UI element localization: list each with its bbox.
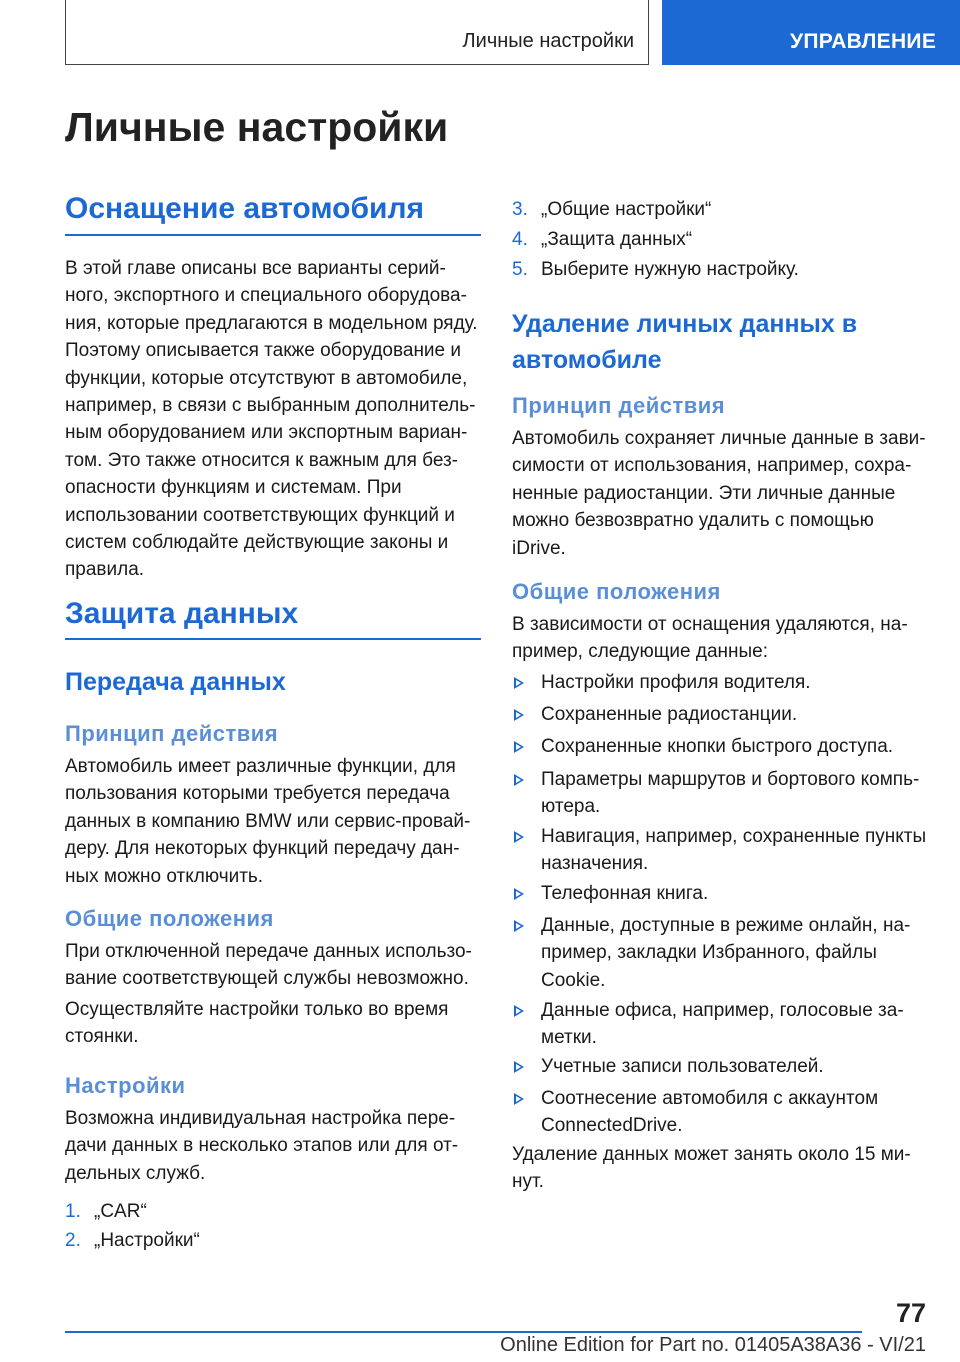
header-section-box: [65, 0, 649, 65]
step-text: „Общие настройки“: [541, 199, 712, 220]
step-number: 4.: [512, 229, 528, 250]
bullet-text: Сохраненные радиостанции.: [541, 704, 798, 725]
settings-paragraph: Возможна индивидуальная настройка пере- дачи данных в несколько этапов или для от- дельных служб.: [65, 1108, 459, 1184]
header-chapter-title: УПРАВЛЕНИЕ: [790, 30, 937, 53]
bullet-text: Соотнесение автомобиля с аккаунтом ConnectedDrive.: [541, 1088, 879, 1137]
equipment-paragraph: В этой главе описаны все варианты серий- ного, экспортного и специального оборудова- ния, которые предлагаются в модельном ряду. Поэтому описывается также оборудование и функции, которые отсутствуют в автомобиле, например, в связи с выбранным дополнитель- ным оборудованием или экспортным вариан- том. Это также относится к важным для без- опасности функциям и системам. При использовании соответствующих функций и систем соблюдайте действующие законы и правила.: [65, 258, 478, 581]
step-text: „CAR“: [94, 1201, 147, 1222]
footer-edition-text: Online Edition for Part no. 01405A38A36 - VI/21: [500, 1334, 926, 1356]
triangle-bullet-icon: [514, 831, 524, 843]
step-text: Выберите нужную настройку.: [541, 259, 799, 280]
transfer-general-paragraph-2: Осуществляйте настройки только во время стоянки.: [65, 999, 449, 1048]
header-section-title: Личные настройки: [462, 30, 634, 52]
step-text: „Защита данных“: [541, 229, 693, 250]
bullet-text: Данные офиса, например, голосовые за- метки.: [541, 1000, 904, 1049]
transfer-principle-heading: Принцип действия: [65, 721, 279, 746]
deletion-general-paragraph: В зависимости от оснащения удаляются, на- пример, следующие данные:: [512, 614, 908, 663]
bullet-text: Телефонная книга.: [541, 883, 709, 904]
triangle-bullet-icon: [514, 1061, 524, 1073]
step-text: „Настройки“: [94, 1230, 200, 1251]
data-transfer-heading: Передача данных: [65, 668, 286, 696]
deletion-principle-heading: Принцип действия: [512, 393, 726, 418]
transfer-general-paragraph: При отключенной передаче данных использо- вание соответствующей службы невозможно.: [65, 941, 472, 990]
triangle-bullet-icon: [514, 677, 524, 689]
deletion-principle-paragraph: Автомобиль сохраняет личные данные в зави- симости от использования, например, сохра- ненные радиостанции. Эти личные данные можно безвозвратно удалить с помощью iDrive.: [512, 428, 926, 559]
step-number: 2.: [65, 1230, 81, 1251]
deletion-heading: Удаление личных данных в автомобиле: [512, 310, 858, 374]
deletion-closing-paragraph: Удаление данных может занять около 15 ми- нут.: [512, 1144, 911, 1193]
page-number: 77: [895, 1298, 926, 1328]
bullet-text: Настройки профиля водителя.: [541, 672, 811, 693]
settings-heading: Настройки: [65, 1073, 186, 1098]
page-title: Личные настройки: [65, 104, 449, 150]
triangle-bullet-icon: [514, 1093, 524, 1105]
data-protection-rule: [65, 638, 481, 640]
triangle-bullet-icon: [514, 888, 524, 900]
transfer-principle-paragraph: Автомобиль имеет различные функции, для пользования которыми требуется передача данных в компанию BMW или сервис-провай- деру. Для некоторых функций передачу дан- ных можно отключить.: [65, 756, 471, 887]
deletion-general-heading: Общие положения: [512, 579, 721, 604]
step-number: 5.: [512, 259, 528, 280]
triangle-bullet-icon: [514, 774, 524, 786]
bullet-text: Данные, доступные в режиме онлайн, на- пример, закладки Избранного, файлы Cookie.: [541, 915, 911, 991]
triangle-bullet-icon: [514, 741, 524, 753]
bullet-text: Сохраненные кнопки быстрого доступа.: [541, 736, 894, 757]
step-number: 1.: [65, 1201, 81, 1222]
triangle-bullet-icon: [514, 920, 524, 932]
data-protection-heading: Защита данных: [65, 597, 299, 630]
header-chapter-tab[interactable]: [662, 0, 960, 65]
triangle-bullet-icon: [514, 709, 524, 721]
step-number: 3.: [512, 199, 528, 220]
footer-rule: [65, 1331, 862, 1333]
equipment-rule: [65, 234, 481, 236]
bullet-text: Учетные записи пользователей.: [541, 1056, 824, 1077]
bullet-text: Параметры маршрутов и бортового компь- ютера.: [541, 769, 920, 818]
equipment-heading: Оснащение автомобиля: [65, 192, 425, 225]
bullet-text: Навигация, например, сохраненные пункты назначения.: [541, 826, 927, 875]
transfer-general-heading: Общие положения: [65, 906, 274, 931]
triangle-bullet-icon: [514, 1005, 524, 1017]
